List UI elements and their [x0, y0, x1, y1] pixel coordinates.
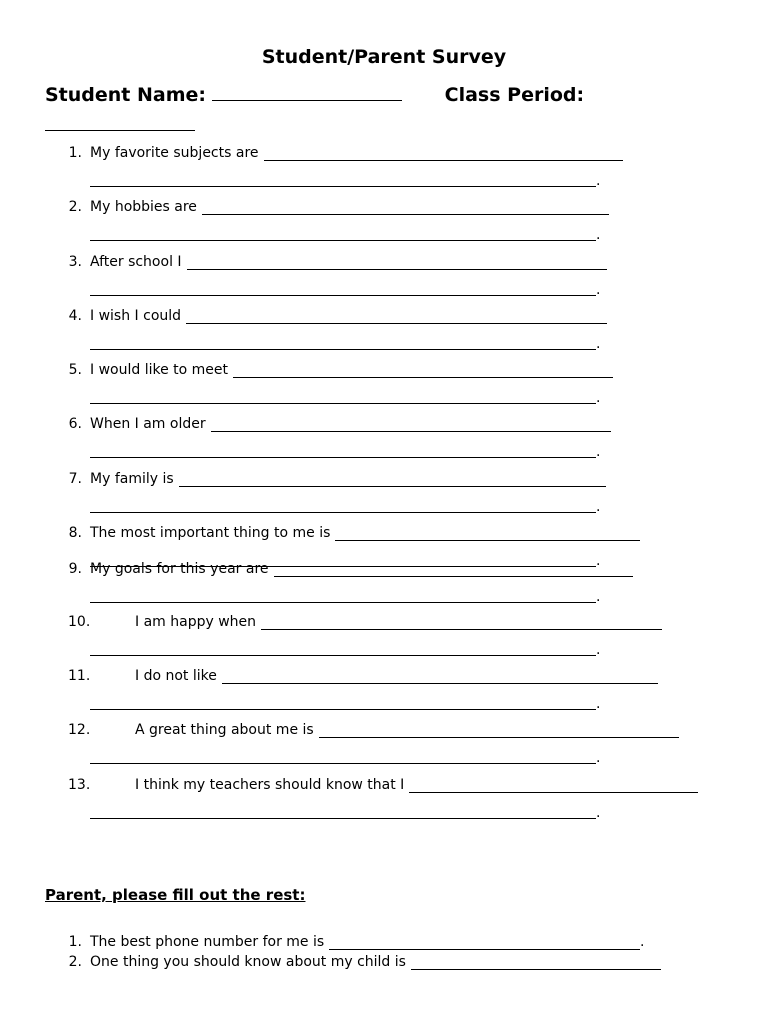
- question-text: I wish I could: [90, 308, 182, 324]
- answer-line[interactable]: [187, 269, 607, 270]
- parent-question-text: The best phone number for me is: [90, 934, 325, 950]
- question-text: When I am older: [90, 416, 206, 432]
- question-text: A great thing about me is: [135, 722, 314, 738]
- question-number: 11.: [68, 668, 91, 684]
- question-number: 5.: [68, 362, 82, 378]
- line-end-period: .: [596, 173, 601, 189]
- answer-line-continued[interactable]: [90, 709, 596, 710]
- question-number: 12.: [68, 722, 91, 738]
- question-number: 2.: [68, 199, 82, 215]
- line-end-period: .: [596, 390, 601, 406]
- question-text: I do not like: [135, 668, 217, 684]
- question-text: I would like to meet: [90, 362, 229, 378]
- question-number: 13.: [68, 777, 91, 793]
- parent-question-item: [0, 934, 768, 954]
- parent-section-heading: Parent, please fill out the rest:: [45, 886, 306, 904]
- question-text: My family is: [90, 471, 174, 487]
- answer-line[interactable]: [261, 629, 662, 630]
- question-number: 10.: [68, 614, 91, 630]
- question-text: The most important thing to me is: [90, 525, 331, 541]
- line-end-period: .: [596, 750, 601, 766]
- answer-line[interactable]: [179, 486, 606, 487]
- answer-line[interactable]: [264, 160, 624, 161]
- answer-line-continued[interactable]: [90, 818, 596, 819]
- student-name-field[interactable]: [212, 82, 402, 101]
- line-end-period: .: [596, 553, 601, 569]
- question-number: 4.: [68, 308, 82, 324]
- answer-line-continued[interactable]: [90, 457, 596, 458]
- answer-line-continued[interactable]: [90, 602, 596, 603]
- answer-line-continued[interactable]: [90, 763, 596, 764]
- answer-line-continued[interactable]: [90, 295, 596, 296]
- answer-line[interactable]: [319, 737, 679, 738]
- answer-line-continued[interactable]: [90, 240, 596, 241]
- answer-line[interactable]: [335, 540, 640, 541]
- question-number: 3.: [68, 254, 82, 270]
- page-title: Student/Parent Survey: [261, 46, 507, 68]
- student-name-label: Student Name:: [45, 84, 207, 106]
- answer-line-continued[interactable]: [90, 186, 596, 187]
- question-text: I think my teachers should know that I: [135, 777, 405, 793]
- parent-answer-line[interactable]: [411, 969, 661, 970]
- student-info-row: [45, 82, 584, 106]
- parent-answer-line[interactable]: [329, 949, 640, 950]
- question-text: After school I: [90, 254, 182, 270]
- question-number: 1.: [68, 145, 82, 161]
- question-number: 6.: [68, 416, 82, 432]
- line-end-period: .: [596, 499, 601, 515]
- question-number: 8.: [68, 525, 82, 541]
- answer-line[interactable]: [202, 214, 609, 215]
- answer-line-continued[interactable]: [90, 655, 596, 656]
- line-end-period: .: [596, 282, 601, 298]
- answer-line[interactable]: [211, 431, 611, 432]
- parent-question-number: 1.: [68, 934, 82, 950]
- answer-line[interactable]: [186, 323, 607, 324]
- class-period-label: Class Period:: [444, 84, 585, 106]
- line-end-period: .: [596, 227, 601, 243]
- answer-line[interactable]: [409, 792, 698, 793]
- line-end-period: .: [596, 696, 601, 712]
- line-end-period: .: [596, 805, 601, 821]
- question-text: My hobbies are: [90, 199, 197, 215]
- line-end-period: .: [596, 444, 601, 460]
- parent-question-item: [0, 954, 768, 974]
- class-period-field[interactable]: [45, 130, 195, 131]
- line-end-period: .: [640, 934, 645, 950]
- answer-line-continued[interactable]: [90, 512, 596, 513]
- answer-line-continued[interactable]: [90, 349, 596, 350]
- answer-line[interactable]: [274, 576, 634, 577]
- question-number: 9.: [68, 561, 82, 577]
- line-end-period: .: [596, 336, 601, 352]
- answer-line[interactable]: [222, 683, 658, 684]
- answer-line-continued[interactable]: [90, 403, 596, 404]
- parent-question-number: 2.: [68, 954, 82, 970]
- parent-question-text: One thing you should know about my child is: [90, 954, 406, 970]
- question-text: I am happy when: [135, 614, 257, 630]
- question-text: My goals for this year are: [90, 561, 269, 577]
- line-end-period: .: [596, 642, 601, 658]
- question-number: 7.: [68, 471, 82, 487]
- question-text: My favorite subjects are: [90, 145, 259, 161]
- answer-line[interactable]: [233, 377, 613, 378]
- line-end-period: .: [596, 589, 601, 605]
